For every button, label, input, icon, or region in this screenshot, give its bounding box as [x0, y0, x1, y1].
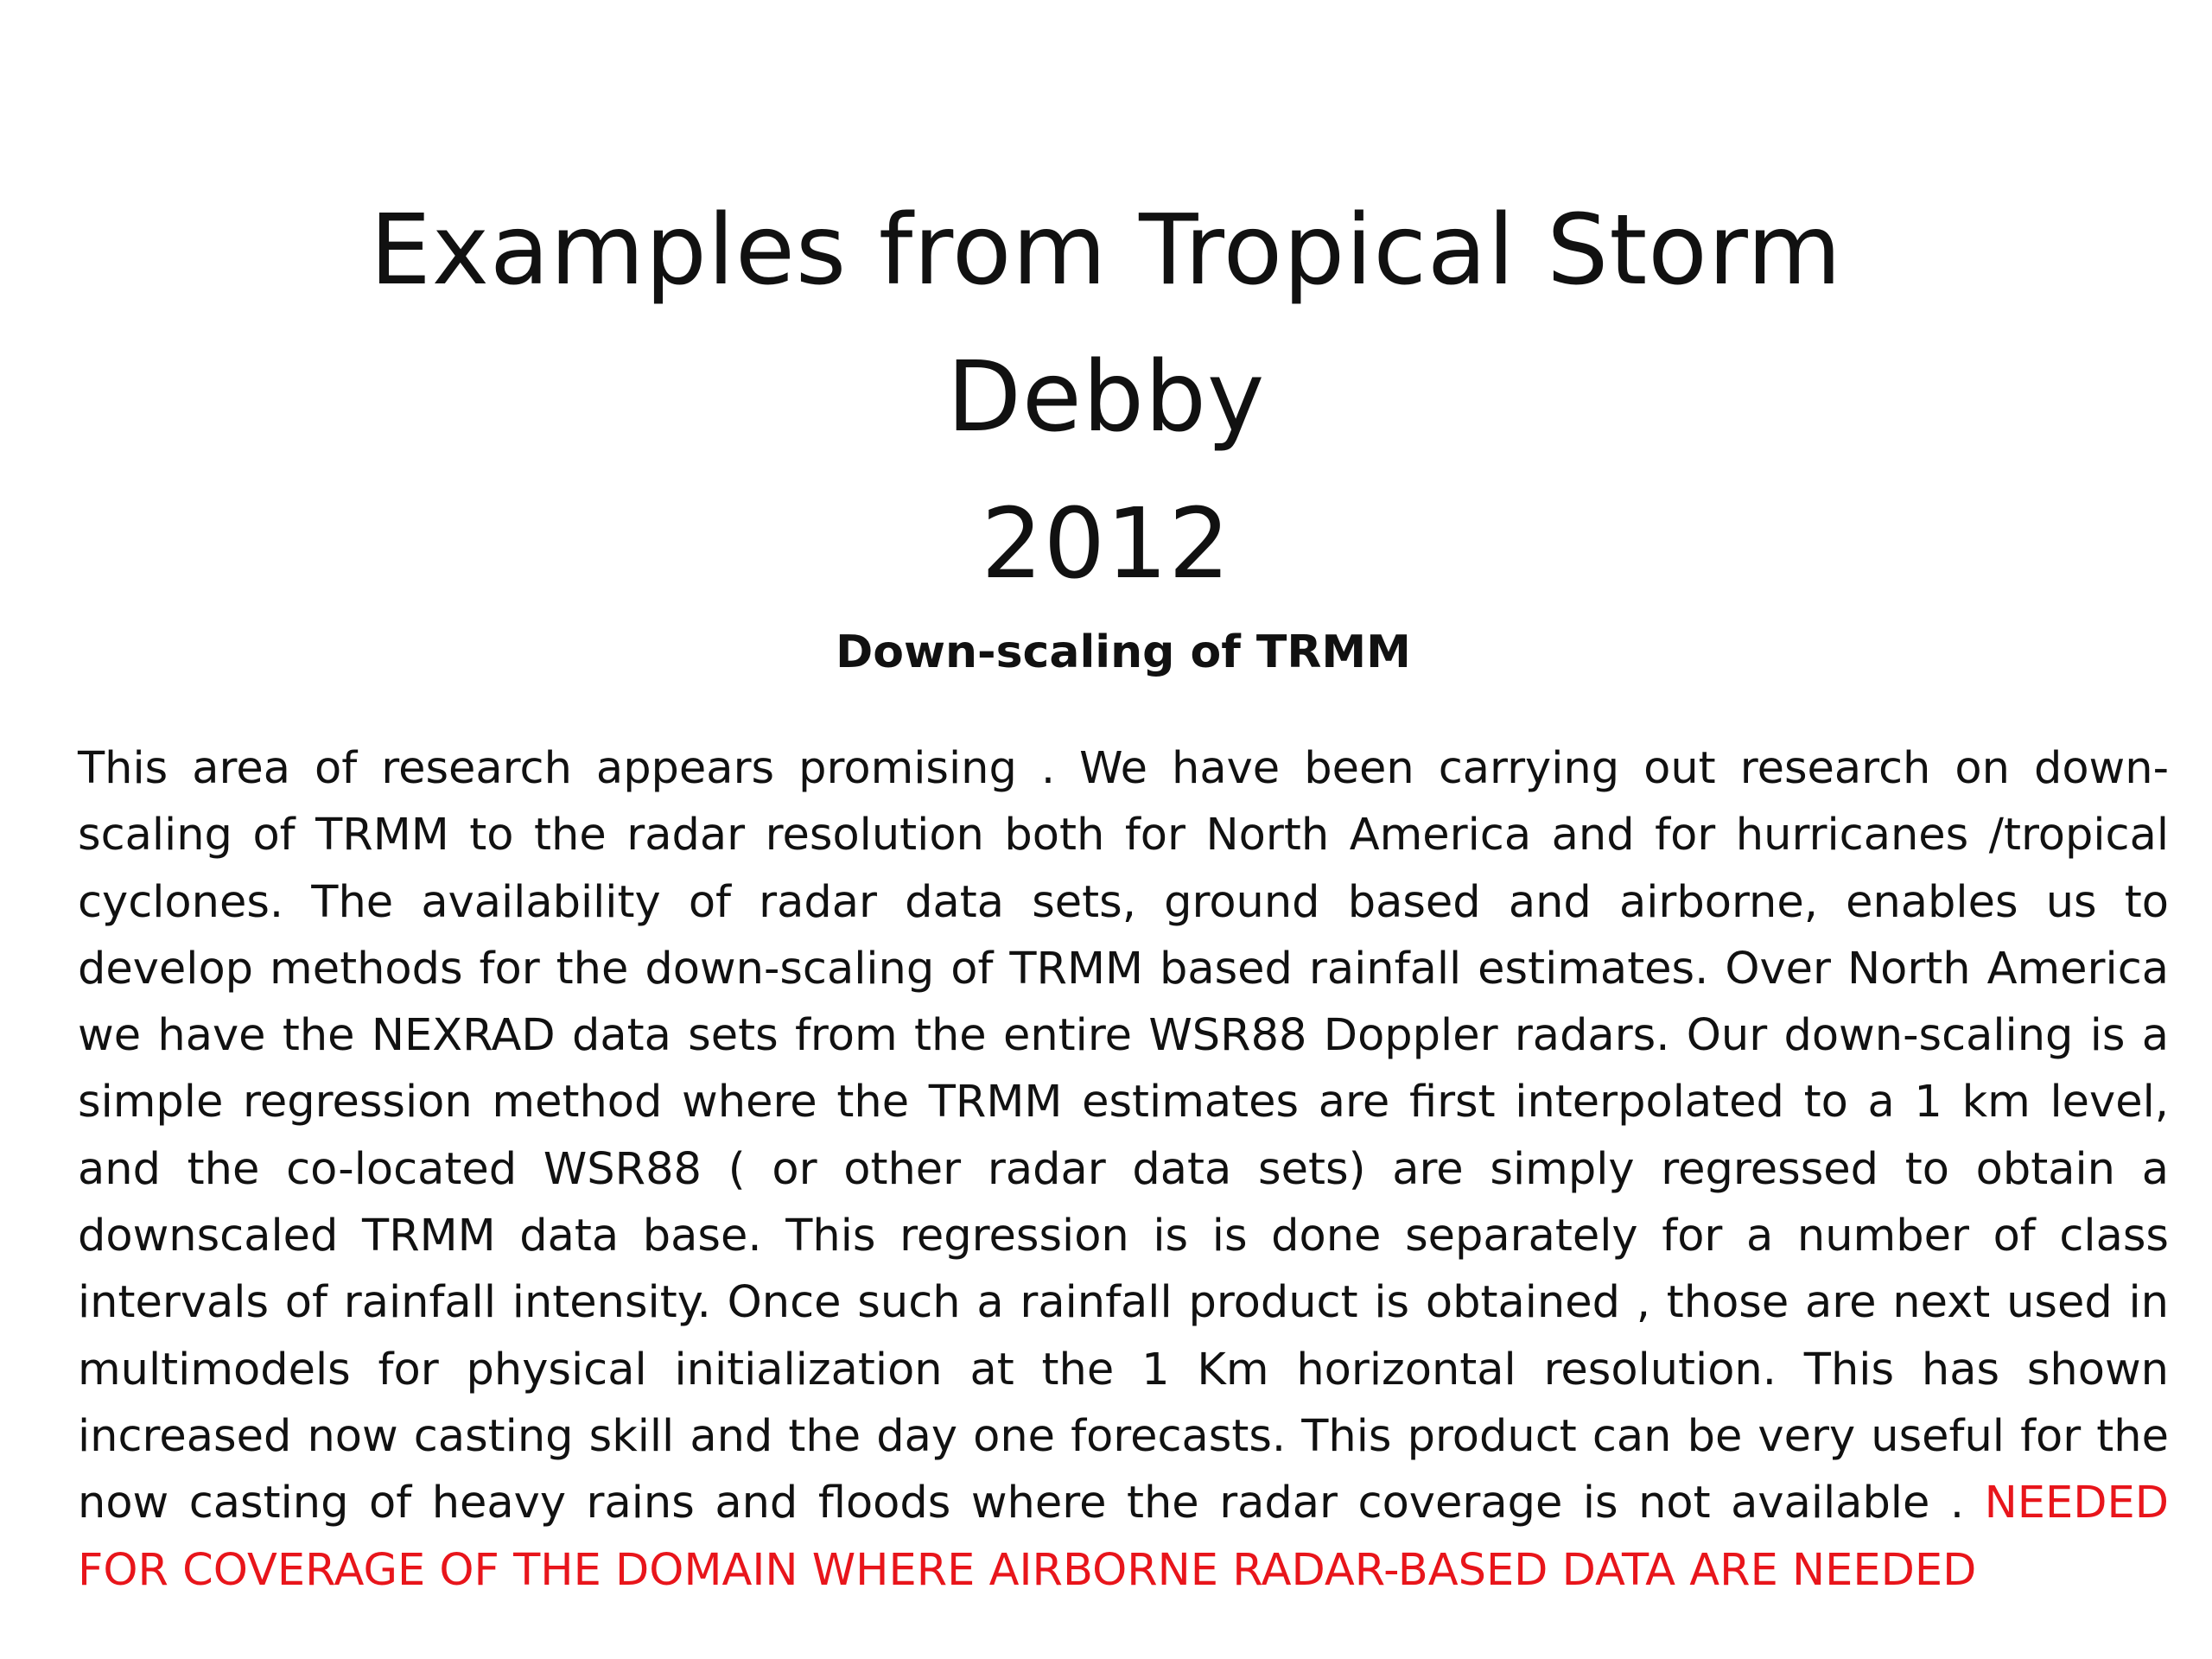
highlight-note: NEEDED FOR COVERAGE OF THE DOMAIN WHERE AIRBORNE RADAR-BASED DATA ARE NEEDED	[78, 1478, 2169, 1596]
title-line-3: 2012	[981, 488, 1231, 601]
title-line-2: Debby	[946, 341, 1266, 454]
slide-title	[0, 177, 2212, 618]
section-body	[78, 735, 2169, 1604]
title-line-1: Examples from Tropical Storm	[369, 194, 1842, 308]
body-paragraph: This area of research appears promising . We have been carrying out research on down-scaling of TRMM to the radar resolution both for North America and for hurricanes /tropical cyclones. The availability of radar data sets, ground based and airborne, enables us to develop methods for the down-scaling of TRMM based rainfall estimates. Over North America we have the NEXRAD data sets from the entire WSR88 Doppler radars. Our down-scaling is a simple regression method where the TRMM estimates are first interpolated to a 1 km level, and the co-located WSR88 ( or other radar data sets) are simply regressed to obtain a downscaled TRMM data base. This regression is is done separately for a number of class intervals of rainfall intensity. Once such a rainfall product is obtained , those are next used in multimodels for physical initialization at the 1 Km horizontal resolution. This has shown increased now casting skill and the day one forecasts. This product can be very useful for the now casting of heavy rains and floods where the radar coverage is not available .	[78, 743, 2169, 1529]
section-heading: Down-scaling of TRMM	[836, 626, 1411, 678]
